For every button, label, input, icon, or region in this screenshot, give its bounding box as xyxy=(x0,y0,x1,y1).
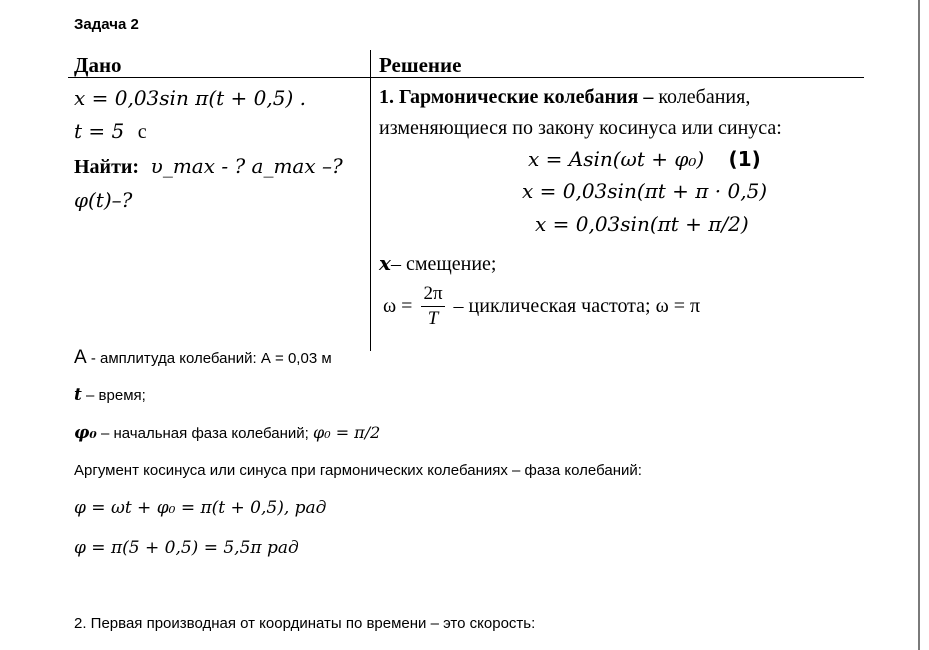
table-column-divider xyxy=(370,50,371,351)
formula-general xyxy=(528,147,761,171)
omega-fraction xyxy=(421,283,444,330)
phi0-text: – начальная фаза колебаний; xyxy=(96,425,313,442)
formula-general-expr: x = Asin(ωt + φ₀) xyxy=(528,147,705,171)
given-equation: x = 0,03sin π(t + 0,5) . xyxy=(74,86,306,110)
x-symbol: x xyxy=(379,251,391,275)
given-time xyxy=(74,119,147,144)
omega-description: – циклическая частота; xyxy=(453,295,656,317)
find-phase: φ(t)–? xyxy=(74,188,133,212)
given-time-value: t = 5 xyxy=(74,119,125,143)
given-header: Дано xyxy=(74,53,122,77)
solution-header: Решение xyxy=(379,53,462,77)
omega-lhs: ω = xyxy=(383,295,413,317)
given-time-unit: с xyxy=(137,121,147,143)
time-text: – время; xyxy=(81,387,146,404)
x-definition xyxy=(379,251,496,276)
find-items: υ_max - ? a_max –? xyxy=(150,154,343,178)
initial-phase-line xyxy=(74,423,380,443)
time-symbol: t xyxy=(74,385,82,405)
argument-text: Аргумент косинуса или синуса при гармонических колебаниях – фаза колебаний: xyxy=(74,462,642,479)
omega-definition xyxy=(383,283,700,330)
amplitude-text: - амплитуда колебаний: А = 0,03 м xyxy=(86,350,332,367)
time-line xyxy=(74,385,146,405)
point2-text: 2. Первая производная от координаты по времени – это скорость: xyxy=(74,615,536,632)
omega-value: ω = π xyxy=(655,295,701,317)
point1-text: колебания, xyxy=(653,86,751,108)
formula-result: x = 0,03sin(πt + π/2) xyxy=(535,212,749,236)
phi0-symbol: φ₀ xyxy=(74,423,97,443)
task-title: Задача 2 xyxy=(74,16,139,33)
phi0-value: φ₀ = π/2 xyxy=(312,423,381,442)
omega-numerator: 2π xyxy=(421,283,444,307)
table-header-divider xyxy=(68,77,864,78)
find-label: Найти: xyxy=(74,156,140,178)
point1-bold: 1. Гармонические колебания – xyxy=(379,86,654,108)
given-find xyxy=(74,154,343,179)
amplitude-symbol: A xyxy=(74,347,87,368)
x-description: – смещение; xyxy=(390,253,497,275)
phase-value: φ = π(5 + 0,5) = 5,5π рад xyxy=(74,538,299,558)
omega-denominator: T xyxy=(427,308,439,329)
formula-substituted: x = 0,03sin(πt + π · 0,5) xyxy=(522,179,768,203)
point1-line xyxy=(379,86,750,109)
amplitude-line xyxy=(74,347,332,369)
point1-continuation: изменяющиеся по закону косинуса или синуса: xyxy=(379,117,782,139)
phase-formula: φ = ωt + φ₀ = π(t + 0,5), рад xyxy=(74,498,327,518)
formula-number: (1) xyxy=(728,147,761,171)
